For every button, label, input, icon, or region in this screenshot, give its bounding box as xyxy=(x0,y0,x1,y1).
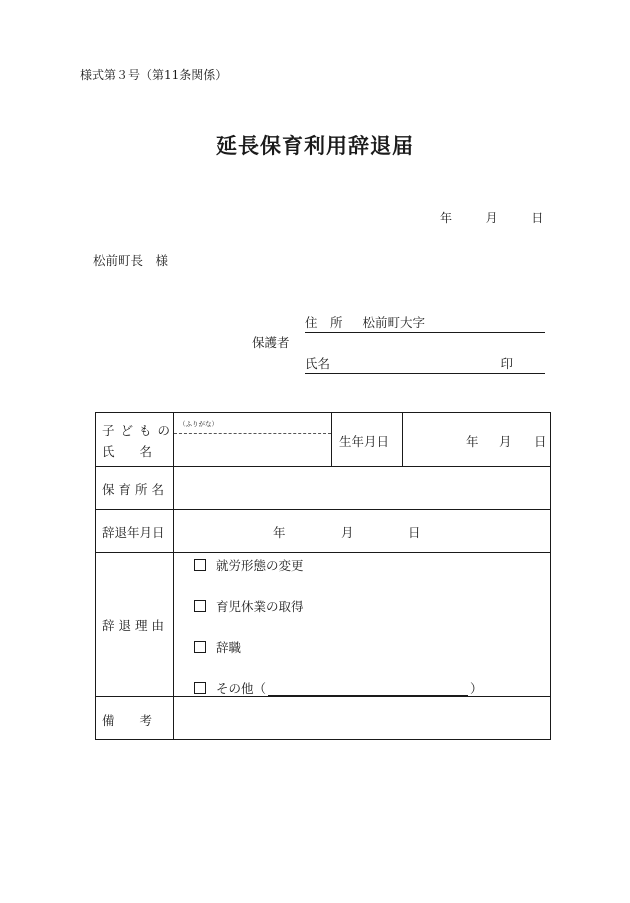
guardian-label: 保護者 xyxy=(252,335,290,350)
label-column-divider xyxy=(173,413,174,739)
furigana-label: （ふりがな） xyxy=(179,420,218,428)
submission-date xyxy=(440,209,543,226)
address-field[interactable] xyxy=(305,313,545,333)
reason-option-other[interactable]: その他（ ） xyxy=(194,679,483,697)
child-name-input[interactable] xyxy=(178,437,328,463)
checkbox[interactable] xyxy=(194,600,206,612)
child-name-label-top: 子どもの xyxy=(102,423,177,438)
date-year: 年 xyxy=(440,211,453,225)
form-number: 様式第３号（第11条関係） xyxy=(80,68,228,82)
other-reason-input[interactable] xyxy=(268,683,468,696)
birthdate-value-divider xyxy=(402,413,403,466)
reason-option-childcare-leave[interactable]: 育児休業の取得 xyxy=(194,597,304,615)
row-divider xyxy=(96,552,550,553)
remarks-label: 備 考 xyxy=(102,713,153,728)
checkbox[interactable] xyxy=(194,682,206,694)
withdrawal-year: 年 xyxy=(273,525,286,540)
row-divider xyxy=(96,509,550,510)
document-title: 延長保育利用辞退届 xyxy=(216,133,414,158)
reason-label: 辞退理由 xyxy=(102,618,169,633)
address-label: 住 所 xyxy=(305,315,343,330)
checkbox[interactable] xyxy=(194,559,206,571)
name-field[interactable] xyxy=(305,354,545,374)
child-name-label-bottom: 氏 名 xyxy=(102,444,153,459)
withdrawal-day: 日 xyxy=(408,525,421,540)
birth-month: 月 xyxy=(499,434,512,449)
withdrawal-form-table xyxy=(95,412,551,740)
birth-year: 年 xyxy=(466,434,479,449)
withdrawal-month: 月 xyxy=(341,525,354,540)
nursery-input[interactable] xyxy=(178,471,548,505)
row-divider xyxy=(96,466,550,467)
birthdate-label: 生年月日 xyxy=(339,434,390,449)
reason-option-work[interactable]: 就労形態の変更 xyxy=(194,556,304,574)
name-label: 氏名 xyxy=(305,356,331,371)
date-month: 月 xyxy=(485,211,498,225)
reason-option-resignation[interactable]: 辞職 xyxy=(194,638,241,656)
remarks-input[interactable] xyxy=(178,701,548,735)
birthdate-column-divider xyxy=(331,413,332,466)
addressee: 松前町長 様 xyxy=(93,253,169,268)
withdrawal-date-label: 辞退年月日 xyxy=(102,525,165,540)
seal-mark: 印 xyxy=(500,356,513,371)
checkbox[interactable] xyxy=(194,641,206,653)
birth-day: 日 xyxy=(534,434,547,449)
date-day: 日 xyxy=(531,211,544,225)
nursery-label: 保育所名 xyxy=(102,482,169,497)
address-value: 松前町大字 xyxy=(362,315,425,330)
furigana-divider xyxy=(174,433,331,434)
